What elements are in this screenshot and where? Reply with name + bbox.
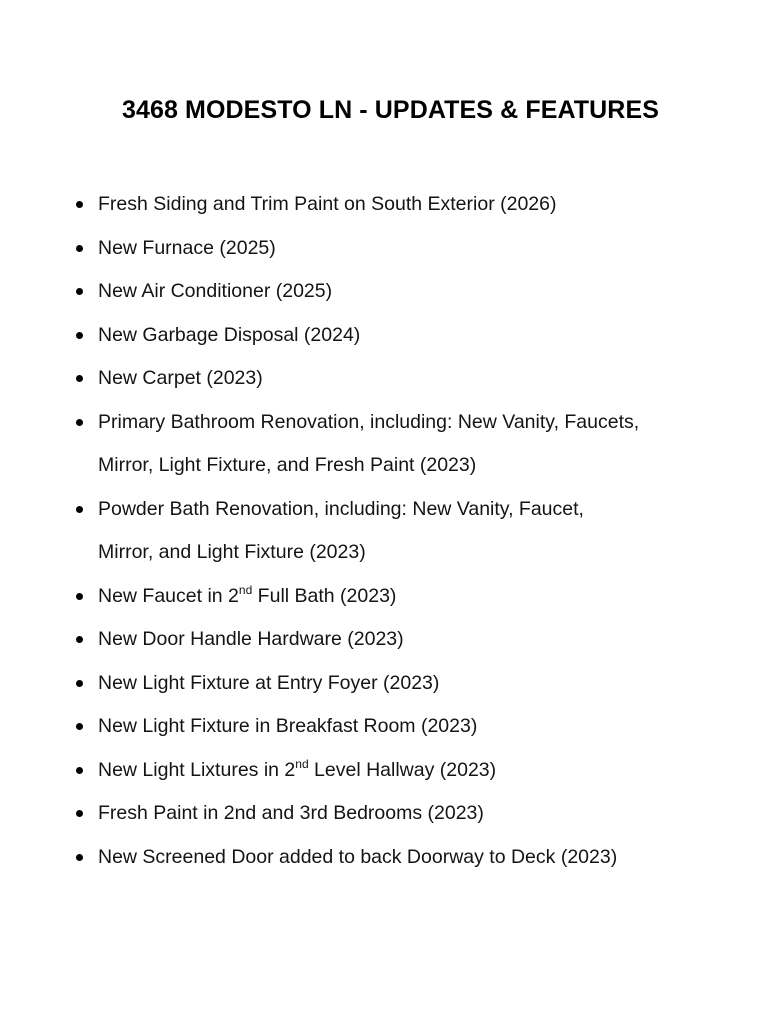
bullet-icon — [76, 705, 84, 749]
bullet-icon — [76, 314, 84, 358]
item-text-line-1: Primary Bathroom Renovation, including: New Vanity, Faucets, — [98, 410, 640, 433]
bullet-icon — [76, 749, 84, 793]
list-item — [0, 618, 639, 662]
list-item — [0, 183, 639, 227]
list-item — [0, 270, 639, 314]
bullet-icon — [76, 270, 84, 314]
bullet-icon — [76, 618, 84, 662]
item-text: New Light Fixture at Entry Foyer (2023) — [98, 671, 440, 694]
item-text-line-2: Mirror, Light Fixture, and Fresh Paint (2023) — [98, 454, 477, 476]
item-text: New Light Fixture in Breakfast Room (2023) — [98, 715, 478, 737]
list-item — [0, 357, 639, 401]
item-text: New Garbage Disposal (2024) — [98, 323, 361, 346]
item-text: Fresh Paint in 2nd and 3rd Bedrooms (2023) — [98, 802, 484, 824]
list-item — [0, 836, 639, 880]
bullet-icon — [76, 183, 84, 227]
document-title: 3468 MODESTO LN - UPDATES & FEATURES — [121, 96, 659, 124]
item-text-post: Level Hallway (2023) — [308, 758, 497, 781]
item-text: Fresh Siding and Trim Paint on South Exterior (2026) — [98, 193, 557, 215]
list-item — [0, 749, 639, 793]
item-text: New Air Conditioner (2025) — [98, 280, 333, 302]
list-item — [0, 401, 639, 488]
item-text-pre: New Faucet in 2 — [98, 584, 239, 607]
bullet-icon — [76, 401, 84, 445]
list-item — [0, 227, 639, 271]
item-text: New Carpet (2023) — [98, 367, 263, 389]
list-item — [0, 488, 639, 575]
item-text-line-2: Mirror, and Light Fixture (2023) — [98, 541, 366, 563]
item-text-line-1: Powder Bath Renovation, including: New Vanity, Faucet, — [98, 497, 584, 520]
item-text-superscript: nd — [295, 756, 309, 771]
item-text-superscript: nd — [238, 582, 253, 597]
bullet-icon — [76, 662, 84, 706]
list-item — [0, 575, 639, 619]
list-item — [0, 314, 639, 358]
bullet-icon — [76, 488, 84, 532]
features-list — [0, 183, 639, 879]
list-item — [0, 662, 639, 706]
list-item — [0, 792, 639, 836]
bullet-icon — [76, 792, 84, 836]
bullet-icon — [76, 836, 84, 880]
item-text-pre: New Light Lixtures in 2 — [98, 758, 296, 781]
bullet-icon — [76, 575, 84, 619]
bullet-icon — [76, 357, 84, 401]
bullet-icon — [76, 227, 84, 271]
item-text: New Furnace (2025) — [98, 236, 276, 259]
list-item — [0, 705, 639, 749]
item-text: New Door Handle Hardware (2023) — [98, 628, 404, 650]
item-text: New Screened Door added to back Doorway to Deck (2023) — [98, 845, 618, 868]
item-text-post: Full Bath (2023) — [252, 584, 397, 607]
